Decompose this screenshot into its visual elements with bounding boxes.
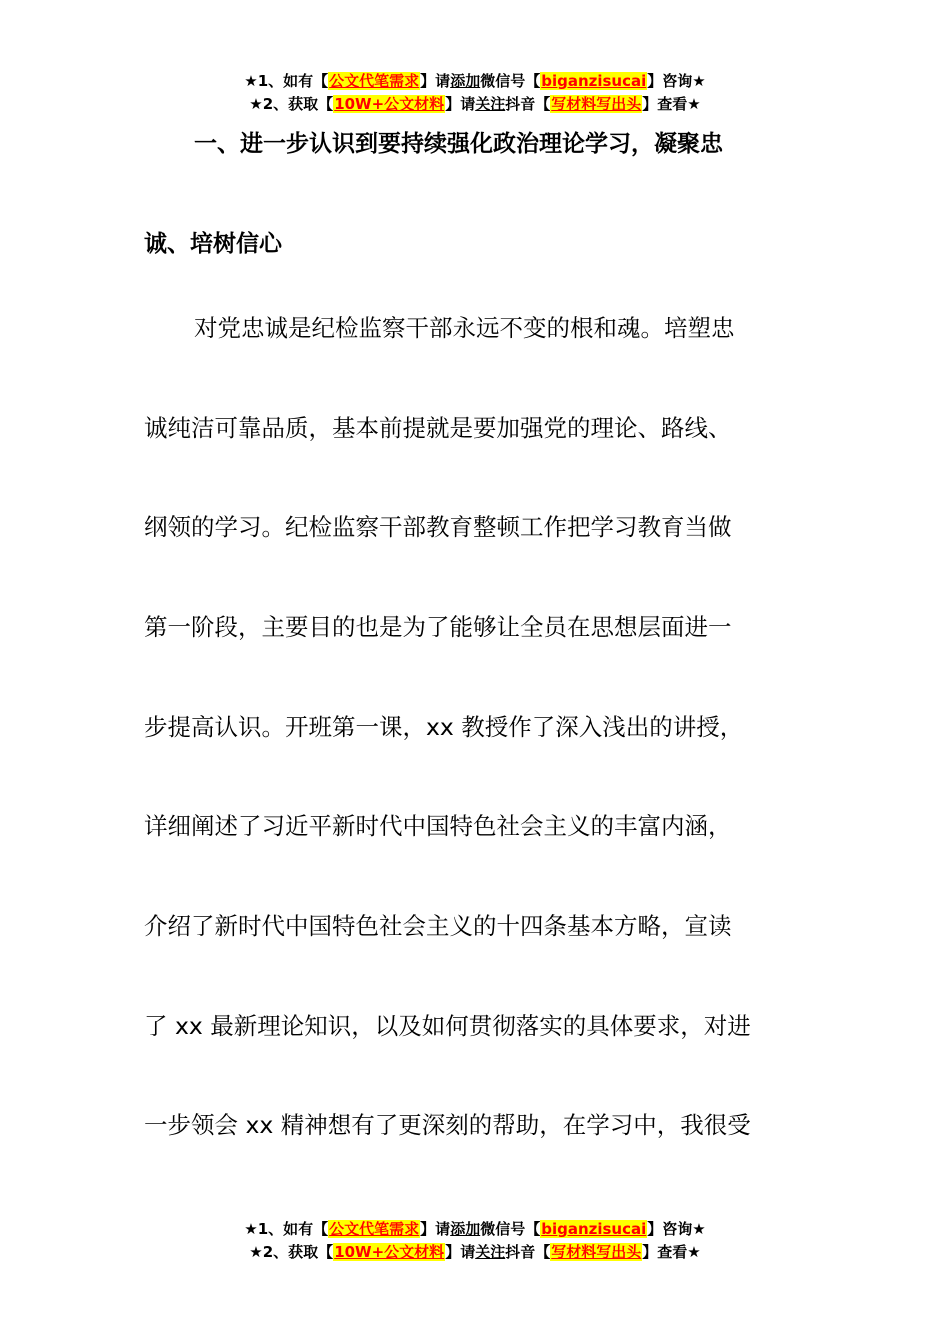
body-line: 诚纯洁可靠品质，基本前提就是要加强党的理论、路线、 <box>144 414 732 442</box>
banner-text: 微信号【 <box>480 1220 541 1238</box>
header-banner <box>0 70 950 116</box>
banner-text: 】咨询★ <box>647 72 706 90</box>
banner-line-2 <box>0 1241 950 1264</box>
body-line: 第一阶段，主要目的也是为了能够让全员在思想层面进一 <box>144 613 732 641</box>
footer-banner <box>0 1218 950 1264</box>
banner-emphasis: 添加 <box>450 72 481 90</box>
banner-line-1 <box>0 70 950 93</box>
section-heading-line-1: 一、进一步认识到要持续强化政治理论学习，凝聚忠 <box>194 131 723 157</box>
body-line: 了 xx 最新理论知识，以及如何贯彻落实的具体要求，对进 <box>144 1012 751 1040</box>
banner-text: 】请 <box>420 72 451 90</box>
banner-highlight: biganzisucai <box>541 72 647 90</box>
banner-highlight: biganzisucai <box>541 1220 647 1238</box>
banner-line-1 <box>0 1218 950 1241</box>
banner-text: 】查看★ <box>642 1243 701 1261</box>
banner-text: 】请 <box>420 1220 451 1238</box>
body-line: 介绍了新时代中国特色社会主义的十四条基本方略，宣读 <box>144 912 732 940</box>
banner-emphasis: 关注 <box>475 95 506 113</box>
banner-emphasis: 关注 <box>475 1243 506 1261</box>
banner-text: ★1、如有【 <box>244 1220 329 1238</box>
banner-line-2 <box>0 93 950 116</box>
body-line: 纲领的学习。纪检监察干部教育整顿工作把学习教育当做 <box>144 513 732 541</box>
banner-text: ★2、获取【 <box>249 95 334 113</box>
banner-text: 】咨询★ <box>647 1220 706 1238</box>
banner-text: 抖音【 <box>505 95 551 113</box>
section-heading-line-2: 诚、培树信心 <box>144 231 282 257</box>
banner-highlight: 公文代笔需求 <box>329 72 420 90</box>
banner-text: 】请 <box>445 95 476 113</box>
banner-highlight: 写材料写出头 <box>551 1243 642 1261</box>
banner-emphasis: 添加 <box>450 1220 481 1238</box>
banner-highlight: 公文代笔需求 <box>329 1220 420 1238</box>
body-line: 对党忠诚是纪检监察干部永远不变的根和魂。培塑忠 <box>194 314 735 342</box>
banner-text: ★2、获取【 <box>249 1243 334 1261</box>
banner-text: 】查看★ <box>642 95 701 113</box>
body-line: 一步领会 xx 精神想有了更深刻的帮助，在学习中，我很受 <box>144 1111 751 1139</box>
body-line: 步提高认识。开班第一课，xx 教授作了深入浅出的讲授， <box>144 713 744 741</box>
banner-highlight: 10W+公文材料 <box>334 1243 445 1261</box>
banner-text: ★1、如有【 <box>244 72 329 90</box>
body-line: 详细阐述了习近平新时代中国特色社会主义的丰富内涵， <box>144 812 732 840</box>
banner-text: 抖音【 <box>505 1243 551 1261</box>
banner-highlight: 写材料写出头 <box>551 95 642 113</box>
banner-text: 】请 <box>445 1243 476 1261</box>
banner-highlight: 10W+公文材料 <box>334 95 445 113</box>
banner-text: 微信号【 <box>480 72 541 90</box>
